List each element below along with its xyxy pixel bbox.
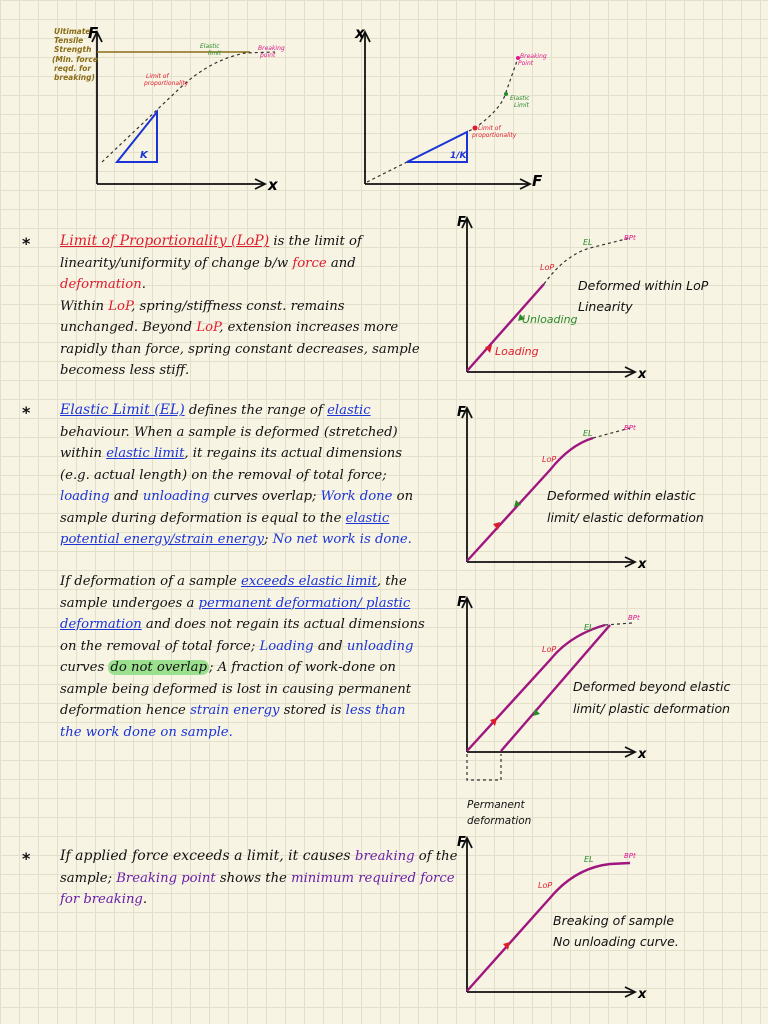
deformation-term: deformation: [60, 277, 142, 292]
lop-label: LoP: [542, 645, 557, 654]
work-done-term: Work done: [320, 489, 393, 504]
note-text: shows the: [215, 870, 292, 886]
loading-term: loading: [60, 489, 110, 504]
note-text: of the sample;: [60, 849, 458, 886]
unloading-label: Unloading: [522, 313, 578, 326]
force-term: force: [292, 255, 327, 271]
elastic-limit-term: elastic limit: [106, 446, 185, 461]
note-text: and does not regain its actual dimensions on the removal of total force;: [60, 617, 425, 654]
x-axis-label: x: [638, 557, 647, 572]
permanent-deformation-term: permanent deformation/ plastic deformation: [60, 595, 411, 632]
lop-label: LoP: [538, 881, 553, 890]
note-text: If deformation of a sample: [60, 574, 242, 589]
uts-label: Ultimate Tensile Strength (Min. force reqd. for breaking): [52, 27, 98, 82]
lop-loading-graph: [450, 210, 750, 385]
breaking-point-label: Breaking point: [258, 45, 285, 59]
note-breaking-text: [60, 846, 460, 911]
note-text: on sample during deformation is equal to the: [60, 489, 414, 526]
min-force-term: minimum required force for breaking: [60, 870, 455, 907]
note-text: and: [326, 255, 356, 271]
slope-label: 1/K: [450, 151, 467, 161]
elastic-limit-label: Elastic Limit: [510, 95, 530, 109]
bullet-star: *: [22, 403, 31, 422]
lop-term: Limit of Proportionality (LoP): [60, 233, 270, 249]
el-label: EL: [584, 855, 594, 864]
slope-triangle: [117, 112, 157, 162]
lop-label: Limit of proportionality: [144, 73, 189, 87]
strain-energy-term: strain energy: [190, 703, 280, 718]
plastic-deformation-graph: [450, 590, 750, 830]
note-el-text: [60, 400, 425, 551]
lop-label: LoP: [540, 263, 555, 272]
note-lop-text: [60, 231, 425, 382]
strain-energy-term: elastic potential energy/strain energy: [60, 510, 390, 547]
y-axis-label: F: [457, 405, 466, 420]
y-axis-label: F: [457, 835, 466, 850]
y-axis-label: F: [457, 595, 466, 610]
graph-caption: Deformed beyond elastic limit/ plastic deformation: [573, 679, 731, 716]
note-elastic-limit: [60, 400, 425, 551]
unloading-term: unloading: [346, 638, 414, 654]
x-axis-label: x: [638, 367, 647, 382]
unloading-term: unloading: [142, 489, 210, 504]
note-text: , spring/stiffness const. remains unchanged. Beyond: [60, 298, 345, 335]
elastic-deformation-graph: [450, 400, 750, 575]
extension-force-curve: [367, 58, 518, 182]
note-text: and: [313, 638, 347, 654]
slope-label: K: [140, 150, 148, 161]
loading-term: Loading: [259, 638, 314, 654]
note-text: stored is: [279, 703, 346, 718]
breaking-point-term: Breaking point: [116, 870, 216, 886]
no-overlap-highlight: do not overlap: [110, 660, 207, 675]
note-text: curves overlap;: [209, 489, 321, 504]
graph-caption: Deformed within LoP Linearity: [578, 278, 709, 314]
elastic-term: elastic: [327, 403, 371, 418]
x-axis-label: x: [638, 987, 647, 1002]
less-than-term: less than the work done on sample.: [60, 703, 406, 740]
lop-label: Limit of proportionality: [472, 125, 517, 139]
note-text: If applied force exceeds a limit, it causes: [60, 848, 356, 864]
note-text: .: [141, 277, 146, 292]
note-text: behaviour. When a sample is deformed (stretched) within: [60, 424, 398, 461]
breaking-graph: [450, 830, 750, 1010]
bullet-star: *: [22, 849, 31, 868]
note-text: , extension increases more rapidly than force, spring constant decreases, sample becomess less stiff.: [60, 320, 420, 378]
permanent-deformation-label: Permanent deformation: [467, 799, 532, 827]
force-extension-curve: [102, 52, 275, 162]
note-text: curves: [60, 660, 109, 675]
note-lop: [60, 231, 425, 382]
note-text: defines the range of: [184, 403, 328, 418]
x-axis-label: x: [638, 747, 647, 762]
note-text: , the sample undergoes a: [60, 574, 407, 611]
note-text: Within: [60, 298, 109, 314]
note-plastic-text: [60, 571, 425, 743]
lop-point: [473, 126, 478, 131]
bp-label: BPt: [624, 424, 636, 432]
note-text: and: [109, 489, 143, 504]
y-axis-label: F: [457, 215, 466, 230]
bp-label: BPt: [628, 614, 640, 622]
breaking-point-label: Breaking Point: [518, 53, 547, 67]
note-text: .: [142, 892, 148, 907]
note-text: ;: [263, 532, 273, 547]
el-label: EL: [584, 623, 594, 632]
lop-term: LoP: [108, 298, 132, 314]
y-axis-label: F: [88, 24, 99, 42]
bullet-star: *: [22, 234, 31, 253]
lop-term: LoP: [196, 320, 220, 335]
note-text: is the limit of linearity/uniformity of change b/w: [60, 234, 362, 271]
extension-force-graph: [340, 20, 570, 200]
el-label: EL: [583, 429, 593, 438]
permanent-deformation-bracket: [467, 754, 501, 780]
lop-label: LoP: [542, 455, 557, 464]
note-plastic-deformation: [60, 571, 425, 743]
note-breaking: [60, 846, 460, 911]
x-axis-label: F: [532, 172, 543, 190]
bp-label: BPt: [624, 234, 636, 242]
elastic-limit-point: [504, 92, 508, 96]
graph-caption: Breaking of sample No unloading curve.: [553, 913, 679, 949]
el-term: Elastic Limit (EL): [60, 402, 185, 418]
no-net-work-term: No net work is done.: [272, 532, 412, 547]
graph-caption: Deformed within elastic limit/ elastic deformation: [547, 488, 704, 525]
el-label: EL: [583, 238, 593, 247]
elastic-limit-label: Elastic limit: [200, 43, 222, 57]
note-text: , it regains its actual dimensions (e.g. actual length) on the removal of total force;: [60, 446, 403, 483]
loading-label: Loading: [495, 345, 539, 358]
bp-label: BPt: [624, 852, 636, 860]
force-extension-graph: [40, 20, 300, 200]
exceeds-el-term: exceeds elastic limit: [241, 574, 377, 589]
y-axis-label: x: [355, 24, 365, 42]
x-axis-label: x: [268, 176, 278, 194]
breaking-term: breaking: [355, 849, 415, 864]
note-text: ; A fraction of work-done on sample being deformed is lost in causing permanent deformation hence: [60, 660, 412, 718]
